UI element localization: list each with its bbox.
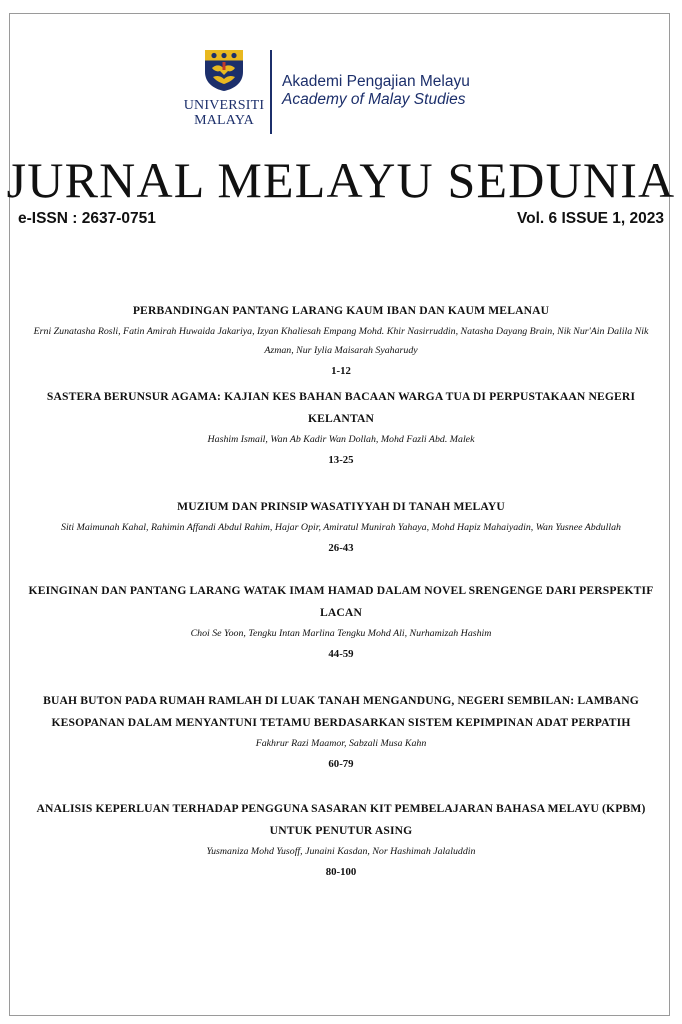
article-authors: Siti Maimunah Kahal, Rahimin Affandi Abdul Rahim, Hajar Opir, Amiratul Munirah Yahaya, Mohd Hapiz Mahaiyadin, Wan Yusnee Abdullah — [61, 522, 621, 533]
article-title[interactable]: MUZIUM DAN PRINSIP WASATIYYAH DI TANAH MELAYU — [177, 500, 505, 513]
article-pages: 44-59 — [328, 648, 354, 660]
article-authors: Fakhrur Razi Maamor, Sabzali Musa Kahn — [255, 738, 427, 749]
article-title[interactable]: PERBANDINGAN PANTANG LARANG KAUM IBAN DAN KAUM MELANAU — [132, 304, 550, 317]
volume-issue-label: Vol. 6 ISSUE 1, 2023 — [516, 210, 664, 227]
university-name-line1: UNIVERSITI — [183, 98, 265, 113]
logo-divider — [270, 50, 272, 134]
article-entry — [18, 690, 664, 798]
article-pages: 80-100 — [325, 866, 357, 878]
article-entry — [18, 386, 664, 496]
table-of-contents — [18, 300, 664, 882]
article-pages: 13-25 — [328, 454, 354, 466]
article-title[interactable]: KEINGINAN DAN PANTANG LARANG WATAK IMAM HAMAD DALAM NOVEL SRENGENGE DARI PERSPEKTIF LACAN — [28, 584, 654, 619]
journal-title: JURNAL MELAYU SEDUNIA — [6, 152, 676, 208]
article-entry — [18, 798, 664, 882]
article-pages: 60-79 — [328, 758, 354, 770]
academy-name-english: Academy of Malay Studies — [282, 91, 466, 108]
article-title[interactable]: BUAH BUTON PADA RUMAH RAMLAH DI LUAK TANAH MENGANDUNG, NEGERI SEMBILAN: LAMBANG KESOPANAN DALAM MENYANTUNI TETAMU BERDASARKAN SISTEM KEPIMPINAN ADAT PERPATIH — [43, 694, 639, 729]
academy-name — [282, 73, 470, 109]
article-entry — [18, 496, 664, 580]
issn-label: e-ISSN : 2637-0751 — [18, 210, 156, 227]
university-crest-icon — [203, 48, 245, 92]
article-entry — [18, 300, 664, 386]
article-authors: Choi Se Yoon, Tengku Intan Marlina Tengku Mohd Ali, Nurhamizah Hashim — [190, 628, 492, 639]
article-authors: Yusmaniza Mohd Yusoff, Junaini Kasdan, Nor Hashimah Jalaluddin — [206, 846, 476, 857]
article-pages: 1-12 — [331, 365, 351, 377]
article-pages: 26-43 — [328, 542, 354, 554]
article-title[interactable]: SASTERA BERUNSUR AGAMA: KAJIAN KES BAHAN BACAAN WARGA TUA DI PERPUSTAKAAN NEGERI KELANTAN — [46, 390, 636, 425]
university-logo — [180, 46, 510, 136]
academy-name-malay: Akademi Pengajian Melayu — [282, 73, 470, 90]
article-authors: Hashim Ismail, Wan Ab Kadir Wan Dollah, Mohd Fazli Abd. Malek — [207, 434, 475, 445]
university-name — [180, 98, 268, 128]
article-entry — [18, 580, 664, 690]
article-authors: Erni Zunatasha Rosli, Fatin Amirah Huwaida Jakariya, Izyan Khaliesah Empang Mohd. Khir Nasirruddin, Natasha Dayang Brain, Nik Nur'Ain Dalila Nik Azman, Nur Iylia Maisarah Syaharudy — [33, 326, 649, 356]
article-title[interactable]: ANALISIS KEPERLUAN TERHADAP PENGGUNA SASARAN KIT PEMBELAJARAN BAHASA MELAYU (KPBM) UNTUK PENUTUR ASING — [36, 802, 646, 837]
university-name-line2: MALAYA — [194, 113, 254, 128]
